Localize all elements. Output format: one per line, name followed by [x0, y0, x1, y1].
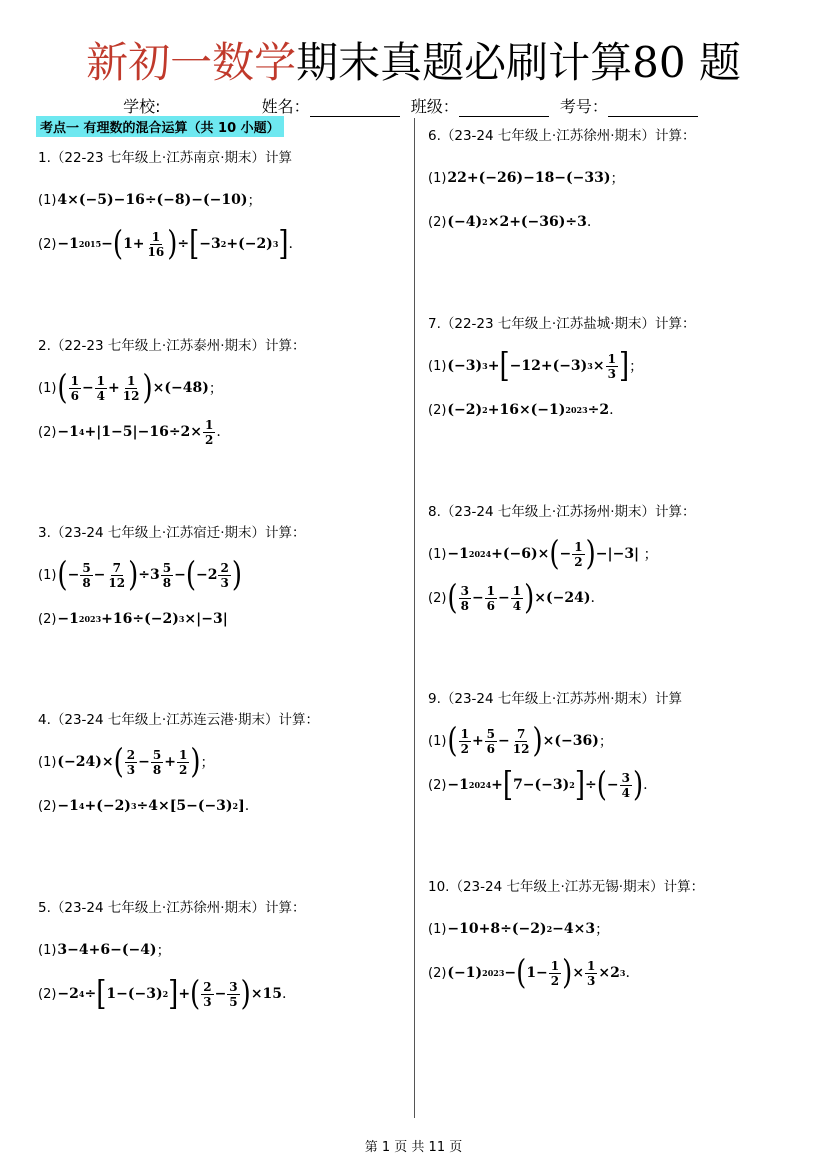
column-divider: [414, 118, 415, 1118]
question-3-part-1: (1) ( − $\frac{5}{8}$ − $\frac{7}{12}$ ) ÷3 $\frac{5}{8}$ − ( −2 $\frac{2}{3}$ ): [38, 555, 242, 595]
question-4: 4.（23-24 七年级上·江苏连云港·期末）计算： (1) (−24)× ( $\frac{2}{3}$ − $\frac{5}{8}$ + $\frac{1}{2}$ ) ； (2) −1 4 +(−2) 3 ÷4×[5−(−3) 2 ] .: [38, 708, 319, 828]
question-8: 8.（23-24 七年级上·江苏扬州·期末）计算： (1) −1 2024 +(−6)× ( − $\frac{1}{2}$ ) −|−3| ； (2) ( $\frac{3}{8}$ − $\frac{1}{6}$ − $\frac{1}{4}$ ) ×(−24) .: [428, 500, 695, 620]
number-blank[interactable]: [608, 102, 698, 117]
question-3-part-2: (2) −1 2023 +16÷(−2) 3 ×|−3|: [38, 611, 228, 627]
question-2-part-1: (1) ( $\frac{1}{6}$ − $\frac{1}{4}$ + $\frac{1}{12}$ ) ×(−48) ；: [38, 368, 223, 408]
question-7-part-1: (1) (−3) 3 + [ −12+(−3) 3 × $\frac{1}{3}$ ] ；: [428, 346, 644, 386]
question-8-part-2: (2) ( $\frac{3}{8}$ − $\frac{1}{6}$ − $\frac{1}{4}$ ) ×(−24) .: [428, 578, 595, 618]
question-9-part-1: (1) ( $\frac{1}{2}$ + $\frac{5}{6}$ − $\frac{7}{12}$ ) ×(−36) ；: [428, 721, 613, 761]
question-7: 7.（22-23 七年级上·江苏盐城·期末）计算： (1) (−3) 3 + [ −12+(−3) 3 × $\frac{1}{3}$ ] ； (2) (−2) 2 +16×(−1) 2023 ÷2 .: [428, 312, 695, 432]
question-1-part-1: (1) 4×(−5)−16÷(−8)−(−10) ；: [38, 192, 262, 209]
question-4-part-1: (1) (−24)× ( $\frac{2}{3}$ − $\frac{5}{8}$ + $\frac{1}{2}$ ) ；: [38, 742, 215, 782]
section-heading: 考点一 有理数的混合运算（共 10 小题）: [36, 116, 284, 137]
question-6-part-2: (2) (−4) 2 ×2+(−36)÷3 .: [428, 214, 592, 230]
question-9-part-2: (2) −1 2024 + [ 7−(−3) 2 ] ÷ ( − $\frac{3}{4}$ ) .: [428, 765, 648, 805]
question-10: 10.（23-24 七年级上·江苏无锡·期末）计算： (1) −10+8÷(−2) 2 −4×3 ； (2) (−1) 2023 − ( 1− $\frac{1}{2}$ ) × $\frac{1}{3}$ ×2 3 .: [428, 875, 704, 995]
question-5: 5.（23-24 七年级上·江苏徐州·期末）计算： (1) 3−4+6−(−4) ； (2) −2 4 ÷ [ 1−(−3) 2 ] + ( $\frac{2}{3}$ − $\frac{3}{5}$ ) ×15 .: [38, 896, 305, 1016]
question-6-part-1: (1) 22+(−26)−18−(−33) ；: [428, 170, 625, 187]
question-2-part-2: (2) −1 4 +|1−5|−16÷2× $\frac{1}{2}$ .: [38, 417, 221, 447]
question-2: 2.（22-23 七年级上·江苏泰州·期末）计算： (1) ( $\frac{1}{6}$ − $\frac{1}{4}$ + $\frac{1}{12}$ ) ×(−48) ； (2) −1 4 +|1−5|−16÷2× $\frac{1}{2}$ .: [38, 334, 305, 454]
page-title: 新初一数学期末真题必刷计算80 题: [86, 38, 741, 87]
student-info-line: 学校: 姓名： 班级： 考号：: [0, 94, 827, 117]
page-footer: 第 1 页 共 11 页: [364, 1140, 463, 1155]
class-blank[interactable]: [459, 102, 549, 117]
question-5-part-1: (1) 3−4+6−(−4) ；: [38, 942, 171, 959]
question-3: 3.（23-24 七年级上·江苏宿迁·期末）计算： (1) ( − $\frac{5}{8}$ − $\frac{7}{12}$ ) ÷3 $\frac{5}{8}$ − ( −2 $\frac{2}{3}$ ) (2) −1 2023 +16÷(−2) 3 ×|−3|: [38, 521, 305, 641]
name-blank[interactable]: [310, 102, 400, 117]
school-blank[interactable]: [161, 102, 251, 117]
question-10-part-1: (1) −10+8÷(−2) 2 −4×3 ；: [428, 921, 610, 938]
question-9: 9.（23-24 七年级上·江苏苏州·期末）计算 (1) ( $\frac{1}{2}$ + $\frac{5}{6}$ − $\frac{7}{12}$ ) ×(−36) ； (2) −1 2024 + [ 7−(−3) 2 ] ÷ ( − $\frac{3}{4}$ ) .: [428, 687, 682, 807]
question-6: 6.（23-24 七年级上·江苏徐州·期末）计算： (1) 22+(−26)−18−(−33) ； (2) (−4) 2 ×2+(−36)÷3 .: [428, 124, 695, 244]
question-10-part-2: (2) (−1) 2023 − ( 1− $\frac{1}{2}$ ) × $\frac{1}{3}$ ×2 3 .: [428, 953, 630, 993]
question-4-part-2: (2) −1 4 +(−2) 3 ÷4×[5−(−3) 2 ] .: [38, 798, 250, 814]
question-8-part-1: (1) −1 2024 +(−6)× ( − $\frac{1}{2}$ ) −|−3| ；: [428, 534, 658, 574]
question-1: 1.（22-23 七年级上·江苏南京·期末）计算 (1) 4×(−5)−16÷(−8)−(−10) ； (2) −1 2015 − ( 1+ $\frac{1}{16}$ ) ÷ [ −3 2 +(−2) 3 ] .: [38, 146, 293, 266]
question-7-part-2: (2) (−2) 2 +16×(−1) 2023 ÷2 .: [428, 402, 614, 418]
question-5-part-2: (2) −2 4 ÷ [ 1−(−3) 2 ] + ( $\frac{2}{3}$ − $\frac{3}{5}$ ) ×15 .: [38, 974, 287, 1014]
question-1-part-2: (2) −1 2015 − ( 1+ $\frac{1}{16}$ ) ÷ [ −3 2 +(−2) 3 ] .: [38, 224, 293, 264]
